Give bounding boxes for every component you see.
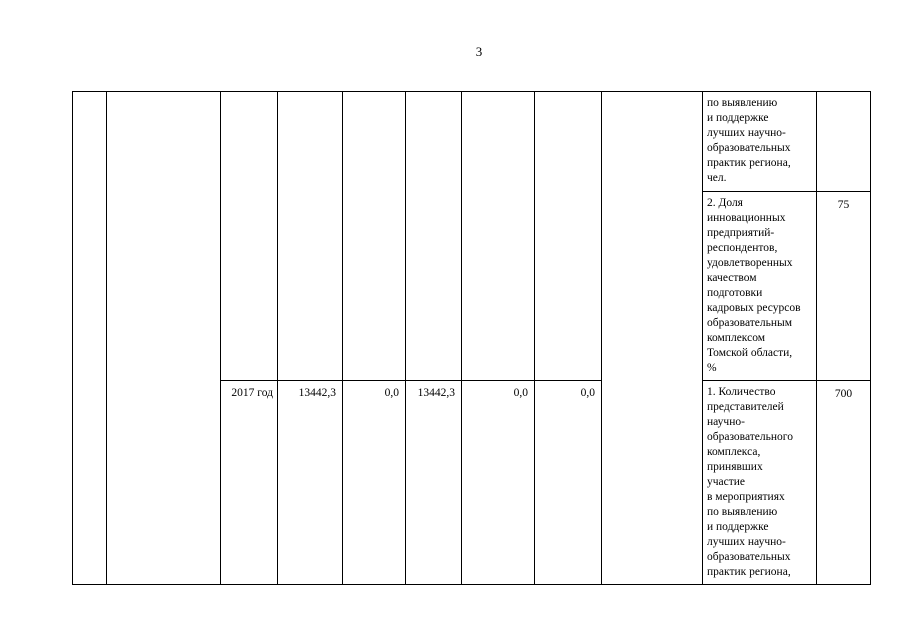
target-value-cell: 75	[817, 192, 871, 381]
year-cell: 2017 год	[221, 381, 278, 585]
other-sources-cell: 0,0	[535, 381, 602, 585]
year-cell	[221, 92, 278, 381]
federal-budget-cell: 0,0	[343, 381, 406, 585]
regional-budget-cell: 13442,3	[406, 381, 462, 585]
indicator-cell: по выявлению и поддержке лучших научно- образовательных практик региона, чел.	[703, 92, 817, 192]
federal-budget-cell	[343, 92, 406, 381]
number-cell	[73, 92, 107, 585]
other-sources-cell	[535, 92, 602, 381]
total-cell: 13442,3	[278, 381, 343, 585]
regional-budget-cell	[406, 92, 462, 381]
local-budget-cell: 0,0	[462, 381, 535, 585]
task-name-cell	[107, 92, 221, 585]
local-budget-cell	[462, 92, 535, 381]
total-cell	[278, 92, 343, 381]
executor-cell	[602, 92, 703, 585]
indicator-cell: 2. Доля инновационных предприятий- респондентов, удовлетворенных качеством подготовки кадровых ресурсов образовательным комплексом Томской области, %	[703, 192, 817, 381]
target-value-cell	[817, 92, 871, 192]
table-row	[73, 92, 871, 192]
program-table	[72, 91, 871, 585]
indicator-cell: 1. Количество представителей научно- образовательного комплекса, принявших участие в мероприятиях по выявлению и поддержке лучших научно- образовательных практик региона,	[703, 381, 817, 585]
target-value-cell: 700	[817, 381, 871, 585]
page-number: 3	[475, 44, 483, 59]
